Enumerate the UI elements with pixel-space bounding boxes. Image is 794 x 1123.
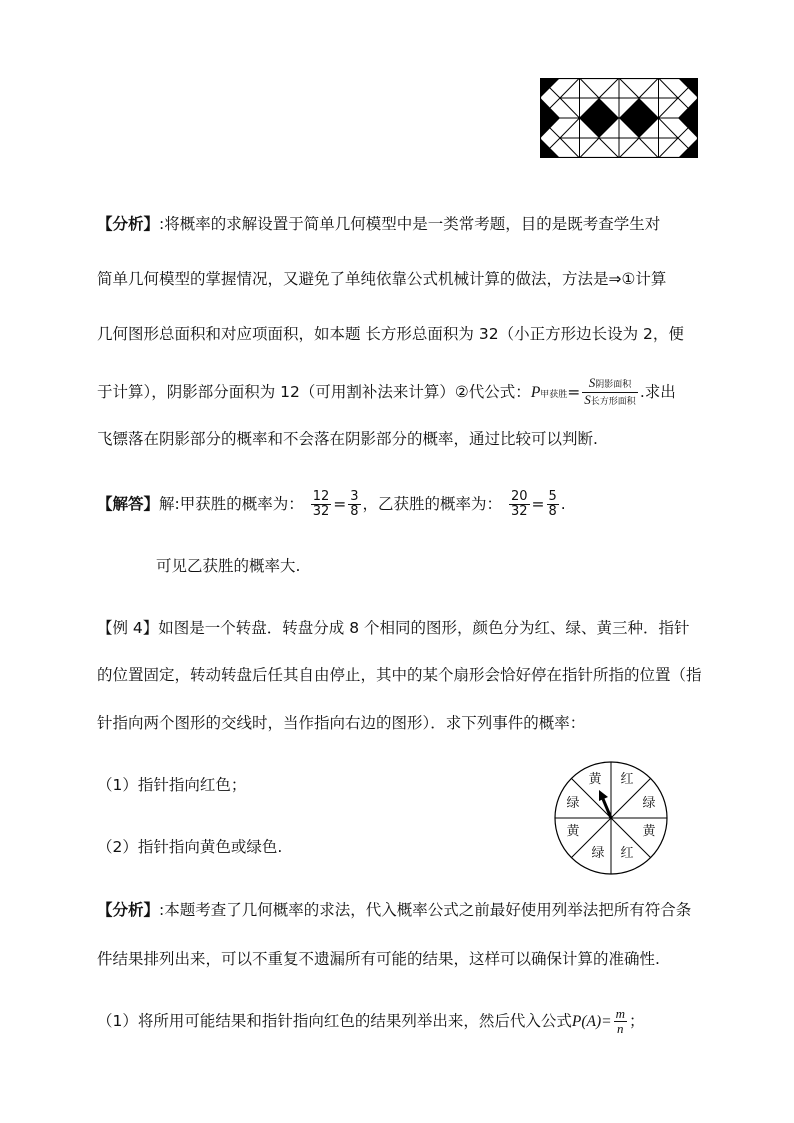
analysis1-line1: 【分析】:将概率的求解设置于简单几何模型中是一类常考题，目的是既考查学生对 bbox=[97, 215, 661, 233]
analysis1-line4: 于计算），阴影部分面积为 12（可用割补法来计算）②代公式：P甲获胜= $\frac{\text{S阴影面积}}{\text{S长方形面积}}$ .求出 bbox=[97, 375, 676, 407]
fraction-20-32: $\frac{20}{32}$ bbox=[510, 489, 528, 519]
example-tag: 【例 4】 bbox=[97, 619, 159, 637]
example4-line3: 针指向两个图形的交线时，当作指向右边的图形）．求下列事件的概率： bbox=[97, 714, 586, 732]
sector-label-1: 黄 bbox=[588, 772, 602, 787]
sector-label-5: 红 bbox=[620, 846, 634, 861]
answer1-conclusion: 可见乙获胜的概率大. bbox=[156, 557, 301, 575]
analysis2-tag: 【分析】 bbox=[97, 901, 160, 919]
formula-p: P bbox=[530, 384, 541, 401]
formula-pa: P(A)= bbox=[571, 1013, 612, 1030]
example4-q1: （1）指针指向红色； bbox=[97, 776, 247, 794]
answer-tag: 【解答】 bbox=[97, 495, 160, 513]
sector-label-3: 绿 bbox=[642, 796, 656, 811]
fraction-12-32: $\frac{12}{32}$ bbox=[312, 489, 330, 519]
analysis1-line3: 几何图形总面积和对应项面积，如本题 长方形总面积为 32（小正方形边长设为 2，便 bbox=[97, 325, 684, 343]
fraction-5-8: $\frac{5}{8}$ bbox=[548, 489, 557, 519]
fraction-3-8: $\frac{3}{8}$ bbox=[350, 489, 359, 519]
analysis1-line2: 简单几何模型的掌握情况，又避免了单纯依靠公式机械计算的做法，方法是⇒①计算 bbox=[97, 270, 667, 288]
sector-label-7: 黄 bbox=[566, 824, 580, 839]
sector-label-6: 绿 bbox=[591, 846, 605, 861]
sector-label-4: 黄 bbox=[642, 824, 656, 839]
formula-p-sub: 甲获胜 bbox=[540, 390, 568, 400]
fraction-m-n: $\frac{m}{n}$ bbox=[615, 1006, 625, 1036]
analysis2-line1: 【分析】:本题考查了几何概率的求法，代入概率公式之前最好使用列举法把所有符合条 bbox=[97, 901, 692, 919]
analysis-tag: 【分析】 bbox=[97, 215, 160, 233]
formula-fraction: $\frac{\text{S阴影面积}}{\text{S长方形面积}}$ bbox=[584, 375, 636, 407]
pattern-figure bbox=[540, 78, 698, 158]
sector-label-2: 红 bbox=[620, 772, 634, 787]
analysis2-line2: 件结果排列出来，可以不重复不遗漏所有可能的结果，这样可以确保计算的准确性. bbox=[97, 950, 660, 968]
sector-label-8: 绿 bbox=[566, 796, 580, 811]
answer1-line: 【解答】解:甲获胜的概率为： $\frac{12}{32}$ = $\frac{3}{8}$ ，乙获胜的概率为： $\frac{20}{32}$ = $\frac{5}{8}$ . bbox=[97, 489, 566, 519]
example4-line2: 的位置固定，转动转盘后任其自由停止，其中的某个扇形会恰好停在指针所指的位置（指 bbox=[97, 666, 702, 684]
example4-q2: （2）指针指向黄色或绿色. bbox=[97, 838, 283, 856]
spinner-figure bbox=[549, 759, 673, 877]
analysis1-line5: 飞镖落在阴影部分的概率和不会落在阴影部分的概率，通过比较可以判断. bbox=[97, 430, 598, 448]
analysis2-line3: （1）将所用可能结果和指针指向红色的结果列举出来，然后代入公式P(A)= $\frac{m}{n}$ ； bbox=[97, 1006, 645, 1036]
example4-line1: 【例 4】如图是一个转盘．转盘分成 8 个相同的图形，颜色分为红、绿、黄三种．指针 bbox=[97, 619, 690, 637]
